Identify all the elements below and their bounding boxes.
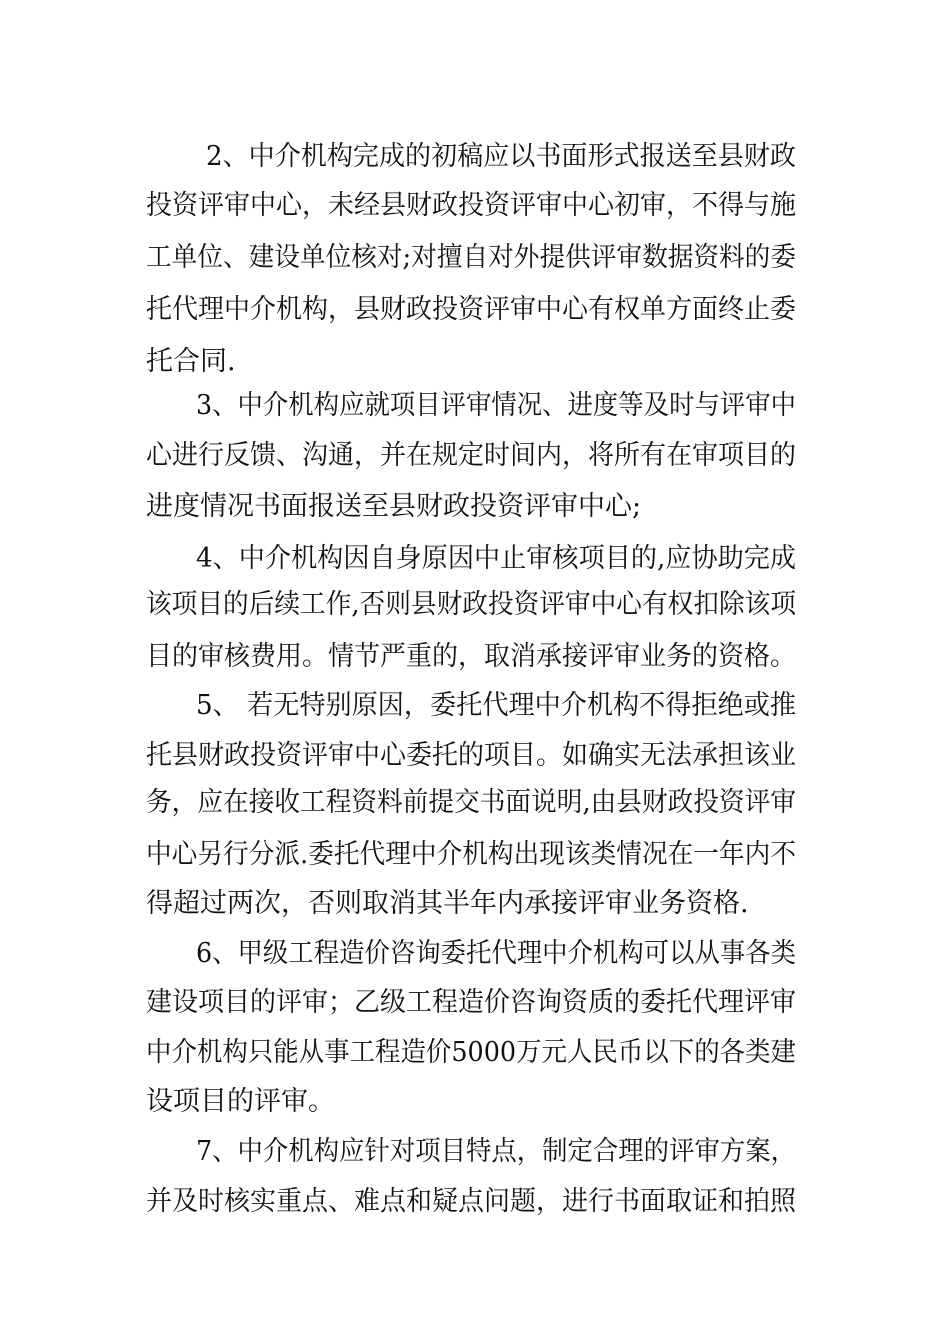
line-text: 2、中介机构完成的初稿应以书面形式报送至县财政 [206,141,796,172]
text-line [0,183,950,219]
line-text: 设项目的评审。 [146,1086,335,1117]
text-line [0,931,950,967]
text-line [0,134,950,170]
text-line [0,832,950,868]
text-line [0,582,950,618]
text-line [0,1030,950,1066]
text-line [0,980,950,1016]
line-text: 工单位、建设单位核对;对擅自对外提供评审数据资料的委 [146,242,796,273]
text-line [0,733,950,769]
line-text: 6、甲级工程造价咨询委托代理中介机构可以从事各类 [196,938,796,969]
line-text: 中介机构只能从事工程造价5000万元人民币以下的各类建 [146,1037,796,1068]
text-line [0,683,950,719]
line-text: 托县财政投资评审中心委托的项目。如确实无法承担该业 [146,740,796,771]
text-line [0,881,950,917]
line-text: 心进行反馈、沟通，并在规定时间内，将所有在审项目的 [146,440,796,471]
line-text: 托代理中介机构，县财政投资评审中心有权单方面终止委 [146,294,796,325]
text-line [0,235,950,271]
line-text: 务，应在接收工程资料前提交书面说明,由县财政投资评审 [146,787,796,818]
text-line [0,634,950,670]
line-text: 4、中介机构因自身原因中止审核项目的,应协助完成 [196,543,796,574]
text-line [0,433,950,469]
line-text: 7、中介机构应针对项目特点，制定合理的评审方案， [196,1136,796,1167]
text-line [0,1079,950,1115]
line-text: 该项目的后续工作,否则县财政投资评审中心有权扣除该项 [146,589,796,620]
line-text: 并及时核实重点、难点和疑点问题，进行书面取证和拍照 [146,1186,796,1217]
line-text: 中心另行分派.委托代理中介机构出现该类情况在一年内不 [146,839,796,870]
text-line [0,1179,950,1215]
line-text: 托合同. [146,346,236,377]
line-text: 5、 若无特别原因，委托代理中介机构不得拒绝或推 [196,690,796,721]
line-text: 得超过两次，否则取消其半年内承接评审业务资格. [146,888,749,919]
line-text: 3、中介机构应就项目评审情况、进度等及时与评审中 [196,390,796,421]
line-text: 投资评审中心，未经县财政投资评审中心初审，不得与施 [146,190,796,221]
text-line [0,536,950,572]
text-line [0,383,950,419]
text-line [0,1129,950,1165]
text-line [0,287,950,323]
line-text: 目的审核费用。情节严重的，取消承接评审业务的资格。 [146,641,796,672]
line-text: 进度情况书面报送至县财政投资评审中心; [146,491,642,522]
text-line [0,780,950,816]
line-text: 建设项目的评审；乙级工程造价咨询资质的委托代理评审 [146,987,796,1018]
text-line [0,339,950,375]
text-line [0,484,950,520]
